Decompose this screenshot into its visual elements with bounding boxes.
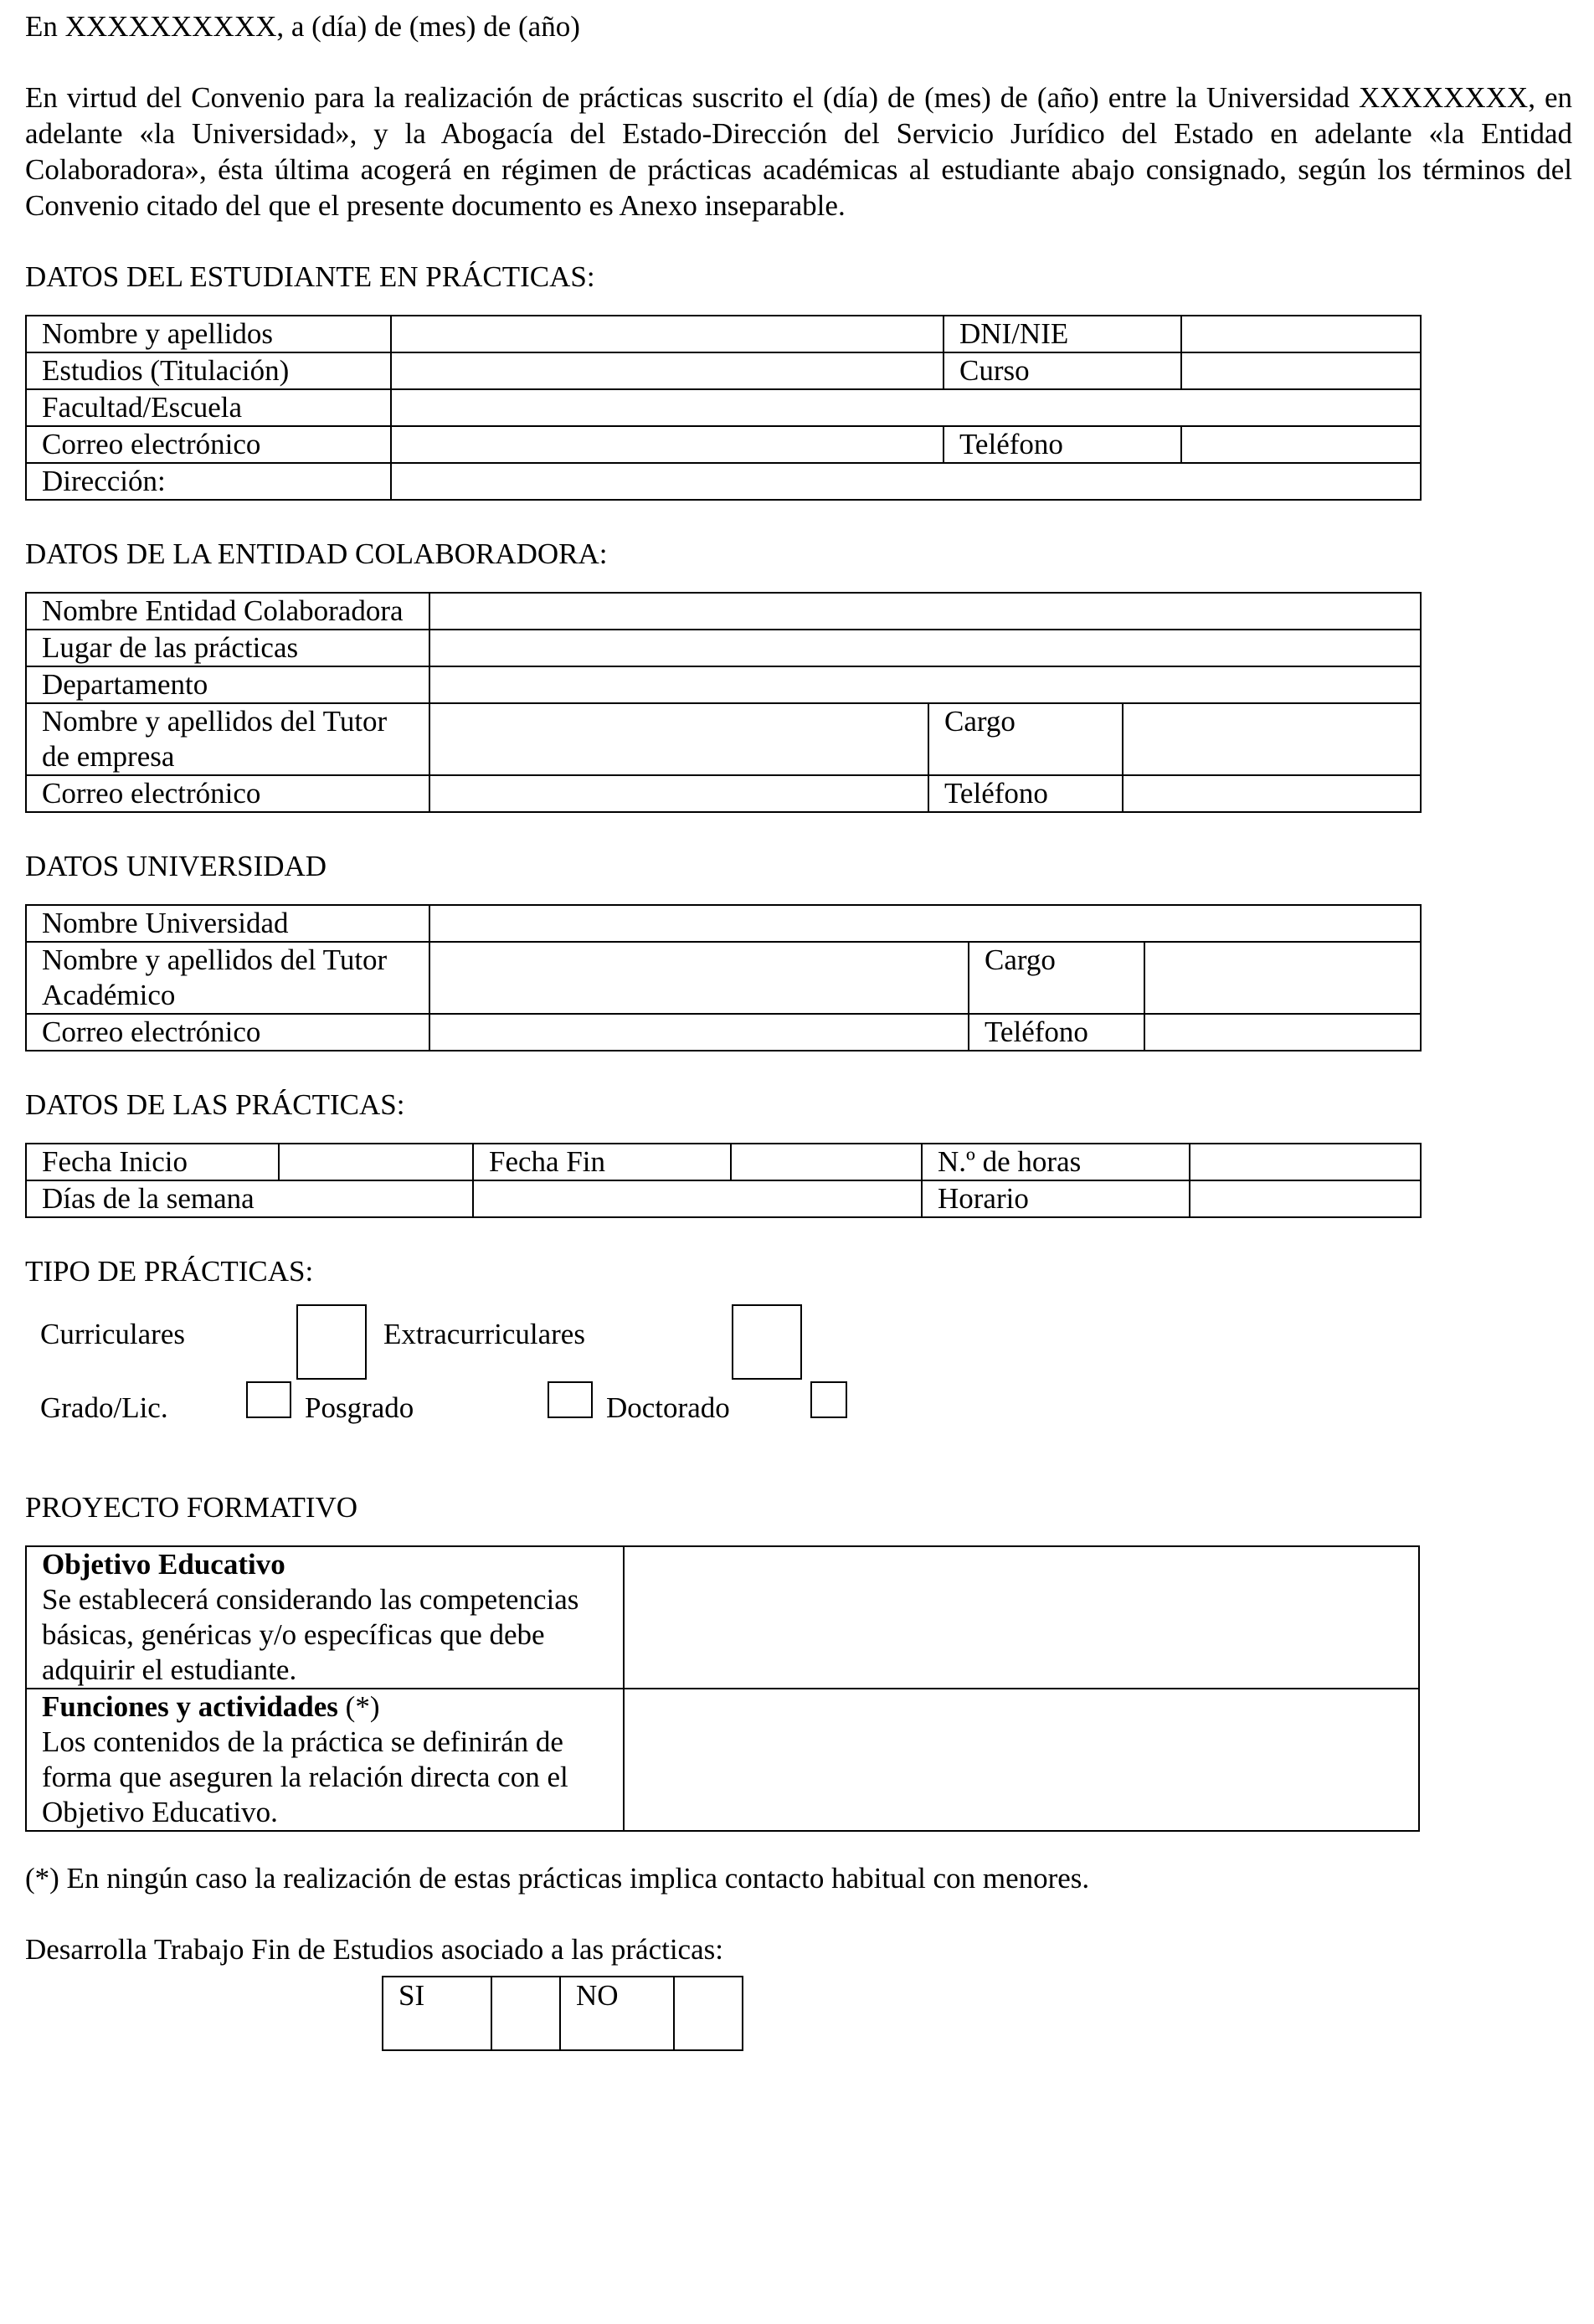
section-title-project: PROYECTO FORMATIVO: [25, 1491, 358, 1524]
field-student-name[interactable]: [391, 316, 944, 352]
footnote: (*) En ningún caso la realización de estas prácticas implica contacto habitual con menores.: [25, 1862, 1090, 1895]
field-entity-position[interactable]: [1123, 703, 1421, 775]
field-hours[interactable]: [1190, 1144, 1421, 1180]
field-student-email[interactable]: [391, 426, 944, 463]
label-student-studies: Estudios (Titulación): [26, 352, 391, 389]
table-row: [26, 316, 1421, 352]
table-row: [26, 703, 1421, 775]
checkbox-curricular[interactable]: [296, 1304, 367, 1380]
field-entity-department[interactable]: [429, 666, 1421, 703]
field-university-tutor[interactable]: [429, 942, 969, 1014]
label-entity-department: Departamento: [26, 666, 429, 703]
objective-description: Se establecerá considerando las competencias básicas, genéricas y/o específicas que debe adquirir el estudiante.: [42, 1583, 579, 1686]
label-university-name: Nombre Universidad: [26, 905, 429, 942]
checkbox-degree[interactable]: [246, 1381, 291, 1418]
type-options: [25, 1304, 1574, 1484]
field-entity-phone[interactable]: [1123, 775, 1421, 812]
field-university-email[interactable]: [429, 1014, 969, 1051]
intro-paragraph: En virtud del Convenio para la realización de prácticas suscrito el (día) de (mes) de (año) entre la Universidad XXXXXXXX, en adelante «la Universidad», y la Abogacía del Estado-Dirección del Servicio Jurídico del Estado en adelante «la Entidad Colaboradora», ésta última acogerá en régimen de prácticas académicas al estudiante abajo consignado, según los términos del Convenio citado del que el presente documento es Anexo inseparable.: [25, 81, 1572, 222]
section-title-university: DATOS UNIVERSIDAD: [25, 850, 327, 882]
field-entity-tutor[interactable]: [429, 703, 928, 775]
label-degree: Grado/Lic.: [40, 1391, 168, 1424]
label-doctorate: Doctorado: [606, 1391, 730, 1424]
label-entity-position: Cargo: [928, 703, 1123, 775]
place-date-line: En XXXXXXXXXX, a (día) de (mes) de (año): [25, 10, 580, 43]
label-hours: N.º de horas: [922, 1144, 1190, 1180]
table-row: [26, 1689, 1419, 1831]
label-university-tutor: Nombre y apellidos del Tutor Académico: [26, 942, 429, 1014]
field-student-studies[interactable]: [391, 352, 944, 389]
checkbox-tfe-yes[interactable]: [491, 1977, 560, 2050]
entity-table: [25, 592, 1422, 813]
table-row: [26, 352, 1421, 389]
university-table: [25, 904, 1422, 1051]
label-entity-tutor: Nombre y apellidos del Tutor de empresa: [26, 703, 429, 775]
table-row: [26, 775, 1421, 812]
table-row: [26, 1546, 1419, 1689]
field-weekdays[interactable]: [473, 1180, 922, 1217]
student-table: [25, 315, 1422, 501]
table-row: [26, 905, 1421, 942]
table-row: [26, 593, 1421, 630]
field-student-dni[interactable]: [1181, 316, 1421, 352]
functions-title: Funciones y actividades: [42, 1690, 338, 1723]
label-tfe-yes: SI: [383, 1977, 491, 2050]
field-student-course[interactable]: [1181, 352, 1421, 389]
checkbox-extracurricular[interactable]: [732, 1304, 802, 1380]
field-student-faculty[interactable]: [391, 389, 1421, 426]
table-row: [26, 666, 1421, 703]
tfe-table: [382, 1976, 743, 2051]
label-weekdays: Días de la semana: [26, 1180, 473, 1217]
table-row: [383, 1977, 743, 2050]
checkbox-tfe-no[interactable]: [674, 1977, 743, 2050]
table-row: [26, 426, 1421, 463]
field-student-address[interactable]: [391, 463, 1421, 500]
field-student-phone[interactable]: [1181, 426, 1421, 463]
section-title-internship: DATOS DE LAS PRÁCTICAS:: [25, 1088, 405, 1121]
label-student-faculty: Facultad/Escuela: [26, 389, 391, 426]
label-entity-email: Correo electrónico: [26, 775, 429, 812]
checkbox-doctorate[interactable]: [810, 1381, 847, 1418]
label-student-phone: Teléfono: [944, 426, 1181, 463]
section-title-type: TIPO DE PRÁCTICAS:: [25, 1255, 314, 1288]
field-entity-name[interactable]: [429, 593, 1421, 630]
section-title-entity: DATOS DE LA ENTIDAD COLABORADORA:: [25, 537, 608, 570]
table-row: [26, 389, 1421, 426]
table-row: [26, 942, 1421, 1014]
field-functions[interactable]: [624, 1689, 1419, 1831]
form-page: [25, 8, 1574, 2051]
label-postgrad: Posgrado: [305, 1391, 414, 1424]
checkbox-postgrad[interactable]: [548, 1381, 593, 1418]
field-end-date[interactable]: [731, 1144, 922, 1180]
label-student-email: Correo electrónico: [26, 426, 391, 463]
field-university-phone[interactable]: [1144, 1014, 1421, 1051]
table-row: [26, 1014, 1421, 1051]
label-schedule: Horario: [922, 1180, 1190, 1217]
functions-description: Los contenidos de la práctica se definirán de forma que aseguren la relación directa con el Objetivo Educativo.: [42, 1725, 568, 1828]
field-start-date[interactable]: [279, 1144, 473, 1180]
label-tfe-no: NO: [560, 1977, 674, 2050]
table-row: [26, 1180, 1421, 1217]
label-entity-name: Nombre Entidad Colaboradora: [26, 593, 429, 630]
label-start-date: Fecha Inicio: [26, 1144, 279, 1180]
field-university-name[interactable]: [429, 905, 1421, 942]
label-extracurricular: Extracurriculares: [383, 1318, 585, 1350]
objective-cell: [26, 1546, 624, 1689]
label-student-dni: DNI/NIE: [944, 316, 1181, 352]
field-entity-place[interactable]: [429, 630, 1421, 666]
label-entity-phone: Teléfono: [928, 775, 1123, 812]
section-title-student: DATOS DEL ESTUDIANTE EN PRÁCTICAS:: [25, 260, 595, 293]
table-row: [26, 1144, 1421, 1180]
tfe-question: Desarrolla Trabajo Fin de Estudios asociado a las prácticas:: [25, 1933, 723, 1966]
field-objective[interactable]: [624, 1546, 1419, 1689]
project-table: [25, 1545, 1420, 1832]
internship-table: [25, 1143, 1422, 1218]
functions-cell: [26, 1689, 624, 1831]
table-row: [26, 630, 1421, 666]
label-university-email: Correo electrónico: [26, 1014, 429, 1051]
field-university-position[interactable]: [1144, 942, 1421, 1014]
field-schedule[interactable]: [1190, 1180, 1421, 1217]
table-row: [26, 463, 1421, 500]
label-entity-place: Lugar de las prácticas: [26, 630, 429, 666]
label-student-course: Curso: [944, 352, 1181, 389]
objective-title: Objetivo Educativo: [42, 1548, 285, 1581]
label-student-name: Nombre y apellidos: [26, 316, 391, 352]
label-student-address: Dirección:: [26, 463, 391, 500]
label-curricular: Curriculares: [40, 1318, 185, 1350]
label-end-date: Fecha Fin: [473, 1144, 731, 1180]
label-university-position: Cargo: [969, 942, 1144, 1014]
label-university-phone: Teléfono: [969, 1014, 1144, 1051]
field-entity-email[interactable]: [429, 775, 928, 812]
functions-footnote-mark: (*): [337, 1690, 380, 1723]
